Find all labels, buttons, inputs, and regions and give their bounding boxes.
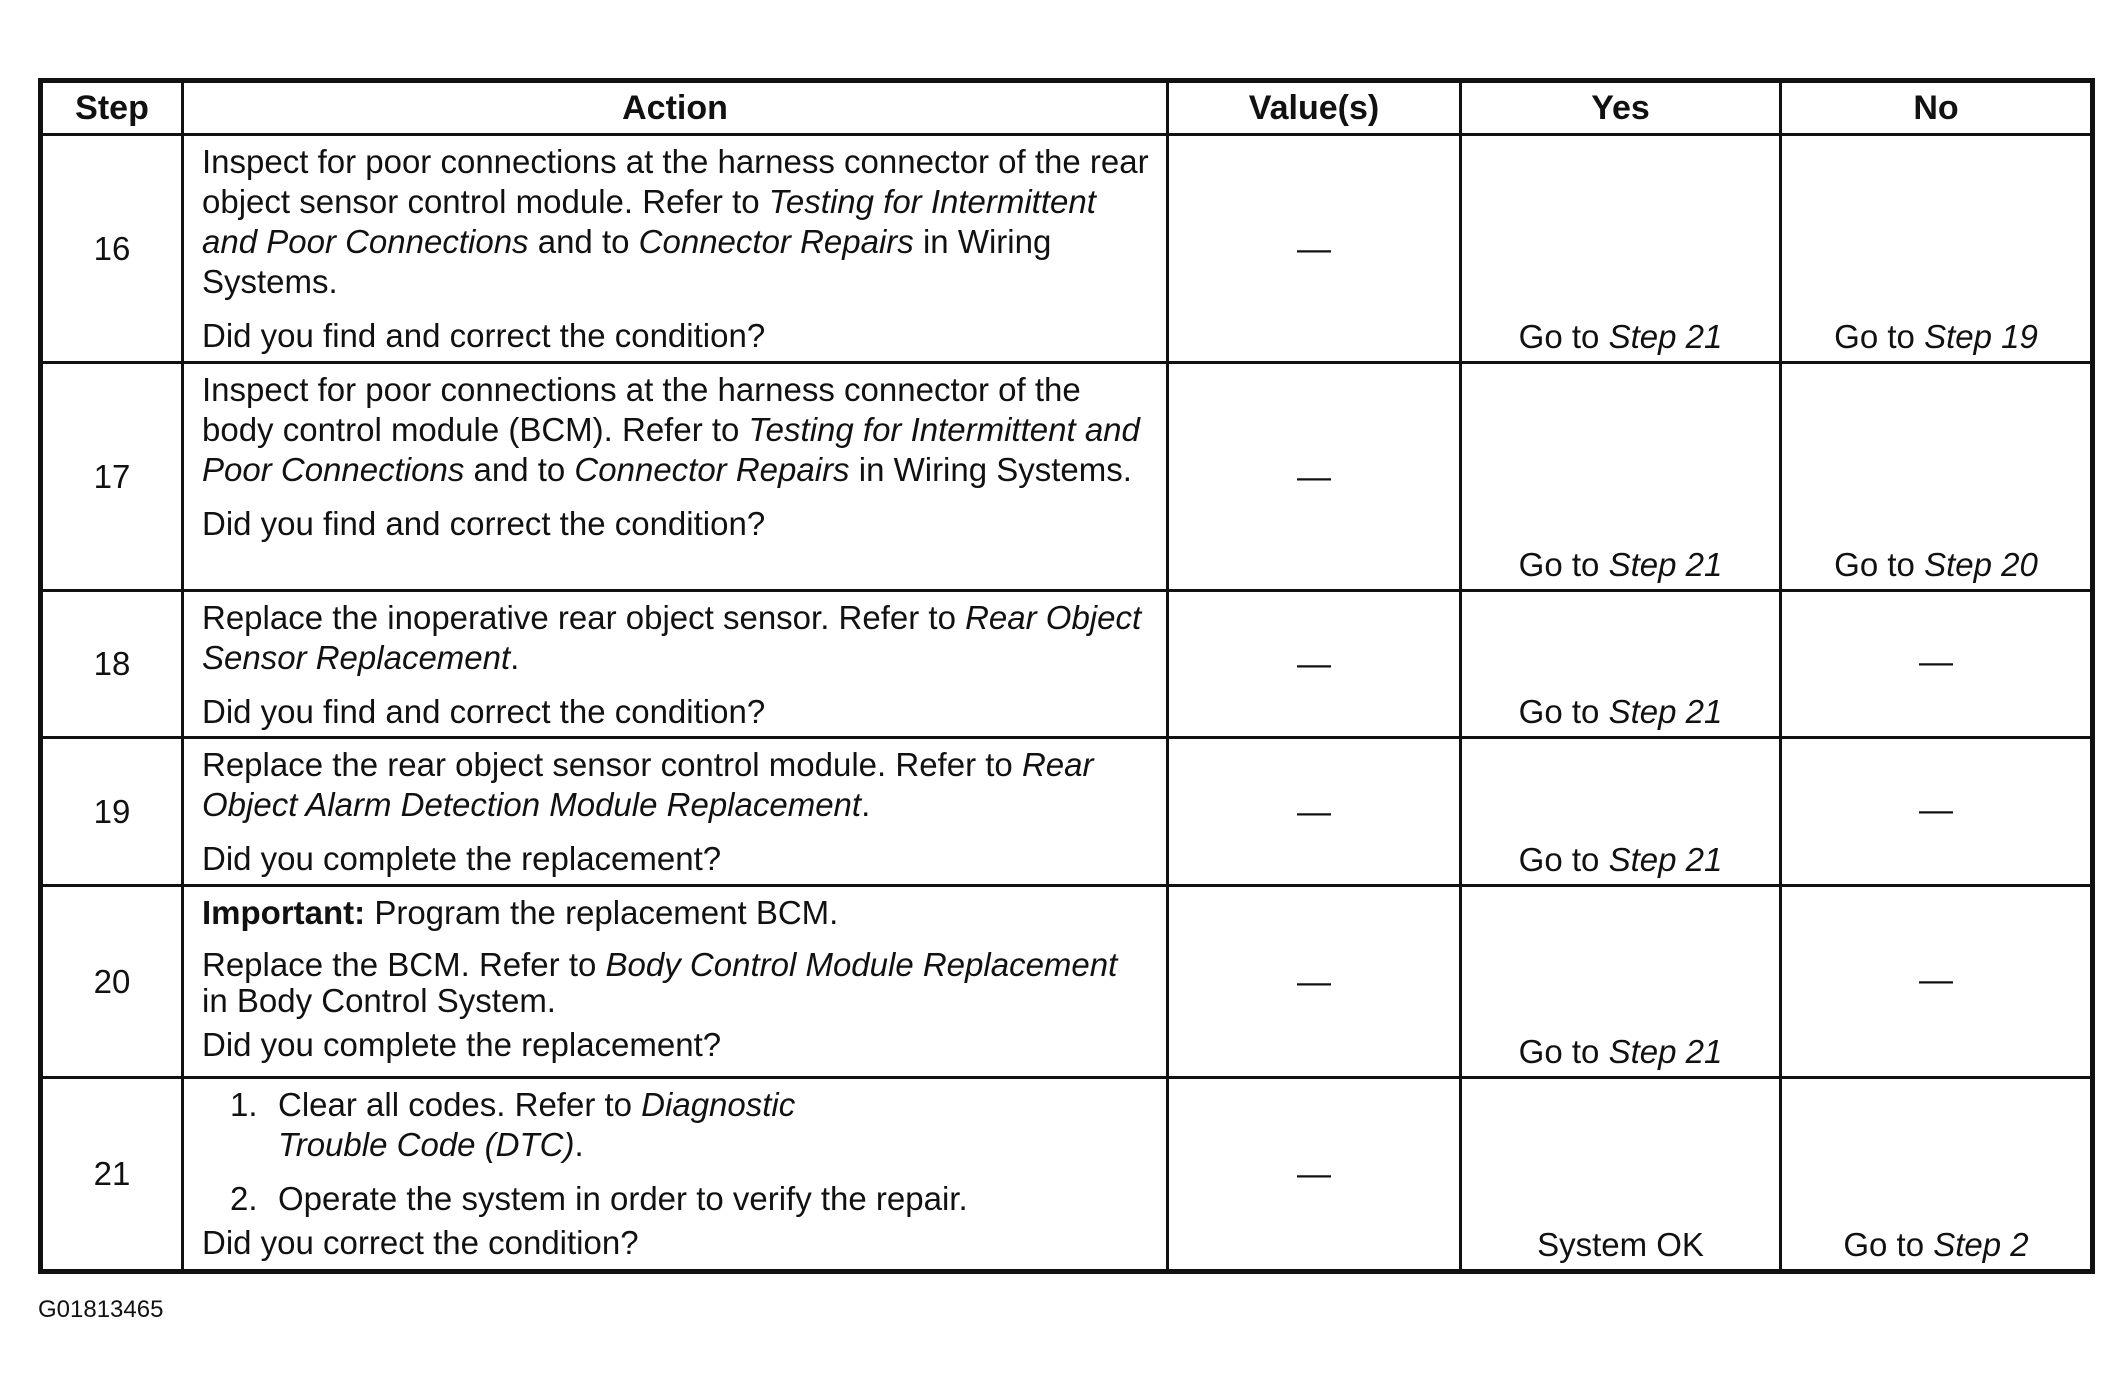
reference-link: Body Control Module Replacement [605, 946, 1118, 983]
reference-link: Testing for Intermittent and Poor Connections [202, 411, 1140, 488]
list-text: Operate the system in order to verify the repair. [278, 1180, 968, 1217]
no-cell: — [1781, 886, 2093, 1078]
step-reference: Step 21 [1608, 841, 1723, 878]
table-row [41, 1078, 2093, 1272]
reference-link: Connector Repairs [638, 223, 914, 260]
action-cell [183, 886, 1168, 1078]
list-item [202, 1085, 1152, 1165]
step-reference: Step 19 [1924, 318, 2038, 355]
value-cell: — [1168, 886, 1461, 1078]
action-cell [183, 363, 1168, 591]
header-action: Action [183, 81, 1168, 135]
action-cell [183, 738, 1168, 886]
header-row [41, 81, 2093, 135]
header-yes: Yes [1461, 81, 1781, 135]
value-cell: — [1168, 738, 1461, 886]
action-question: Did you complete the replacement? [202, 840, 722, 877]
list-number: 2. [230, 1180, 258, 1217]
header-no: No [1781, 81, 2093, 135]
step-reference: Step 20 [1924, 546, 2038, 583]
reference-link: Testing for Intermittent and Poor Connections [202, 183, 1096, 260]
yes-cell: Go to Step 21 [1461, 886, 1781, 1078]
value-cell: — [1168, 1078, 1461, 1272]
action-text: Inspect for poor connections at the harness connector of the body control module (BCM). Refer to Testing for Intermittent and Poor Connections and to Connector Repairs in Wiring Systems. [202, 371, 1140, 488]
step-reference: Step 21 [1608, 546, 1723, 583]
list-item [202, 1179, 1152, 1219]
diagnostic-table [38, 78, 2095, 1274]
reference-link: Rear Object Sensor Replacement [202, 599, 1142, 676]
action-cell [183, 135, 1168, 363]
reference-link: Diagnostic Trouble Code (DTC) [278, 1086, 796, 1163]
step-reference: Step 21 [1608, 693, 1723, 730]
action-text: Replace the BCM. Refer to Body Control Module Replacement in Body Control System. [202, 946, 1118, 1019]
step-reference: Step 21 [1608, 1033, 1723, 1070]
action-text: Replace the rear object sensor control module. Refer to Rear Object Alarm Detection Module Replacement. [202, 746, 1094, 823]
important-note: Important: Program the replacement BCM. [202, 894, 839, 931]
table-row [41, 886, 2093, 1078]
step-number: 21 [41, 1078, 183, 1272]
action-question: Did you find and correct the condition? [202, 693, 766, 730]
table-row [41, 135, 2093, 363]
no-cell: Go to Step 19 [1781, 135, 2093, 363]
step-number: 16 [41, 135, 183, 363]
step-number: 20 [41, 886, 183, 1078]
value-cell: — [1168, 135, 1461, 363]
yes-cell: Go to Step 21 [1461, 738, 1781, 886]
action-cell [183, 591, 1168, 738]
action-question: Did you find and correct the condition? [202, 505, 766, 542]
value-cell: — [1168, 363, 1461, 591]
step-number: 19 [41, 738, 183, 886]
yes-cell: Go to Step 21 [1461, 135, 1781, 363]
header-step: Step [41, 81, 183, 135]
important-label: Important: [202, 894, 366, 931]
list-number: 1. [230, 1086, 258, 1123]
reference-link: Rear Object Alarm Detection Module Replacement [202, 746, 1094, 823]
step-reference: Step 21 [1608, 318, 1723, 355]
no-cell: Go to Step 2 [1781, 1078, 2093, 1272]
no-cell: — [1781, 591, 2093, 738]
step-reference: Step 2 [1933, 1226, 2029, 1263]
no-cell: Go to Step 20 [1781, 363, 2093, 591]
list-text: Clear all codes. Refer to Diagnostic Trouble Code (DTC). [278, 1086, 796, 1163]
action-text: Replace the inoperative rear object sensor. Refer to Rear Object Sensor Replacement. [202, 599, 1142, 676]
table-row [41, 591, 2093, 738]
yes-cell: System OK [1461, 1078, 1781, 1272]
table-row [41, 738, 2093, 886]
figure-id: G01813465 [38, 1296, 164, 1323]
action-question: Did you complete the replacement? [202, 1026, 722, 1063]
value-cell: — [1168, 591, 1461, 738]
table-row [41, 363, 2093, 591]
yes-cell: Go to Step 21 [1461, 591, 1781, 738]
no-cell: — [1781, 738, 2093, 886]
reference-link: Connector Repairs [574, 451, 850, 488]
action-cell [183, 1078, 1168, 1272]
yes-cell: Go to Step 21 [1461, 363, 1781, 591]
step-number: 18 [41, 591, 183, 738]
action-text: Inspect for poor connections at the harness connector of the rear object sensor control module. Refer to Testing for Intermittent and Poor Connections and to Connector Repairs in Wiring Systems. [202, 143, 1149, 300]
header-values: Value(s) [1168, 81, 1461, 135]
step-number: 17 [41, 363, 183, 591]
action-question: Did you correct the condition? [202, 1224, 639, 1261]
action-question: Did you find and correct the condition? [202, 317, 766, 354]
